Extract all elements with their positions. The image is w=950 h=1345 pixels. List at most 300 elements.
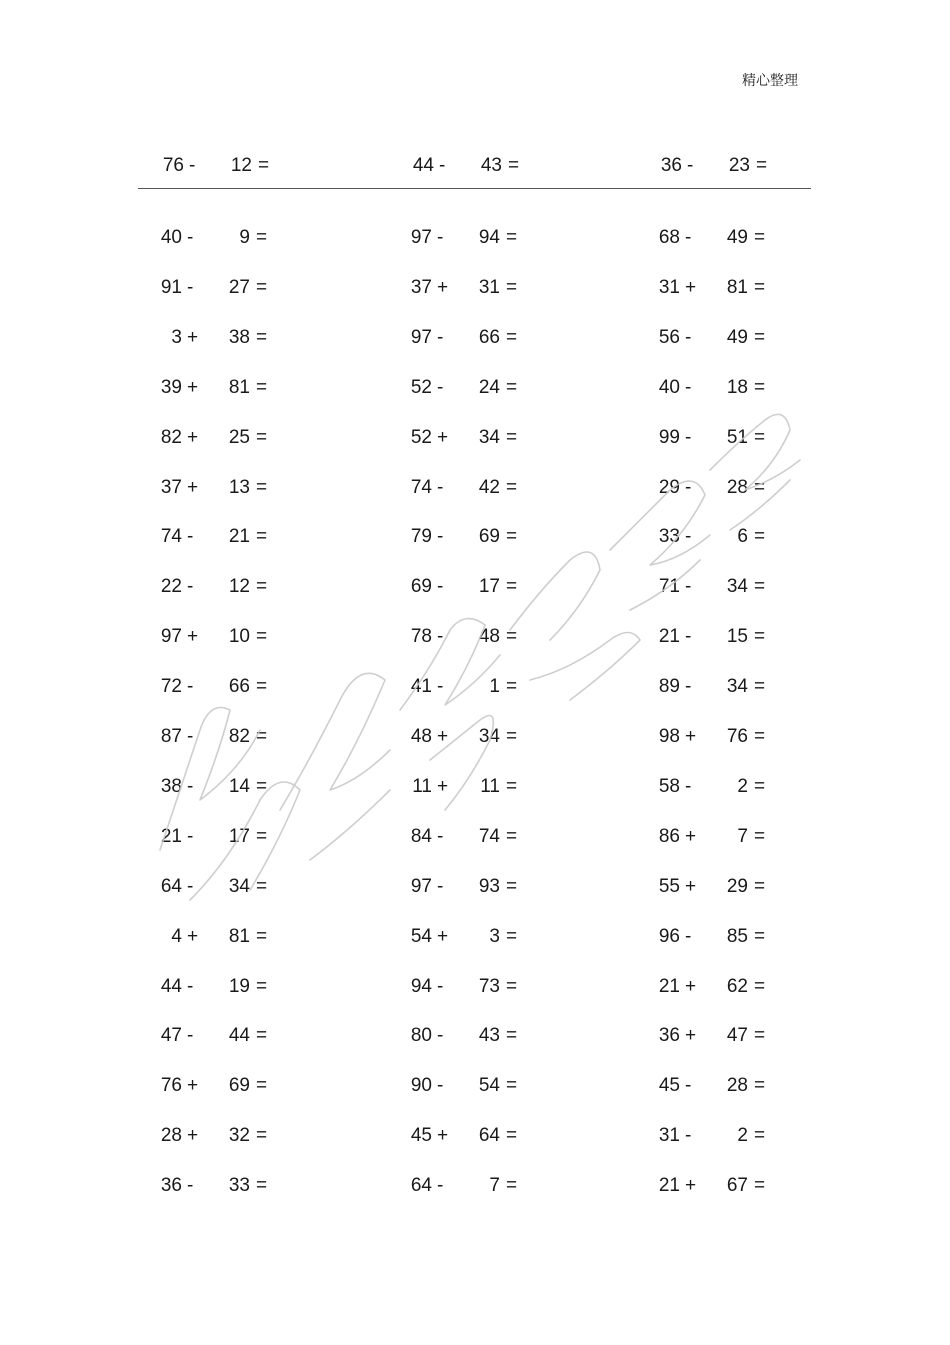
equals-sign: = — [256, 875, 268, 897]
operand-a: 79 — [410, 526, 432, 548]
equation-item — [150, 375, 280, 401]
equation-item — [648, 524, 778, 550]
operator: - — [187, 875, 194, 897]
operand-b: 28 — [726, 476, 748, 498]
equals-sign: = — [506, 875, 518, 897]
operand-b: 21 — [228, 526, 250, 548]
operand-b: 27 — [228, 276, 250, 298]
equals-sign: = — [256, 426, 268, 448]
equation-item — [648, 574, 778, 600]
equation-item — [150, 524, 280, 550]
equation-item — [150, 1023, 280, 1049]
operator: - — [187, 1175, 194, 1197]
operand-b: 51 — [726, 426, 748, 448]
operator: - — [685, 676, 692, 698]
equals-sign: = — [256, 576, 268, 598]
equation-item — [648, 325, 778, 351]
operator: - — [687, 155, 694, 176]
equation-item — [400, 1023, 530, 1049]
equation-item — [400, 824, 530, 850]
operand-a: 31 — [658, 276, 680, 298]
equation-item — [648, 874, 778, 900]
operator: - — [685, 1075, 692, 1097]
equation-item — [400, 375, 530, 401]
operand-a: 11 — [412, 775, 432, 797]
operator: - — [187, 526, 194, 548]
equals-sign: = — [754, 1125, 766, 1147]
operand-b: 34 — [478, 726, 500, 747]
operand-b: 2 — [737, 1125, 748, 1147]
operand-a: 97 — [160, 626, 182, 648]
equals-sign: = — [256, 1125, 268, 1147]
equation-item — [648, 475, 778, 501]
header-equation — [152, 153, 282, 179]
equation-item — [400, 974, 530, 1000]
equals-sign: = — [508, 155, 520, 176]
operand-a: 37 — [160, 476, 182, 498]
operand-a: 82 — [160, 426, 182, 448]
equals-sign: = — [258, 155, 270, 176]
equals-sign: = — [256, 825, 268, 847]
operand-a: 97 — [410, 326, 432, 348]
equation-item — [150, 624, 280, 650]
equals-sign: = — [754, 1025, 766, 1047]
operand-b: 24 — [478, 376, 500, 398]
equals-sign: = — [256, 676, 268, 698]
operator: - — [437, 227, 444, 248]
operator: + — [685, 276, 697, 298]
operand-a: 41 — [410, 676, 432, 698]
operand-b: 17 — [228, 825, 250, 847]
operand-b: 82 — [228, 726, 250, 747]
operand-a: 28 — [160, 1125, 182, 1147]
operator: - — [685, 1125, 692, 1147]
operand-a: 89 — [658, 676, 680, 698]
operator: - — [187, 276, 194, 298]
operand-a: 91 — [160, 276, 182, 298]
equation-item — [150, 574, 280, 600]
equals-sign: = — [754, 476, 766, 498]
equals-sign: = — [754, 1175, 766, 1197]
equals-sign: = — [754, 676, 766, 698]
operator: + — [437, 426, 449, 448]
equation-item — [400, 524, 530, 550]
header-divider — [138, 188, 811, 189]
operator: + — [437, 925, 449, 947]
operand-a: 97 — [410, 227, 432, 248]
equation-item — [400, 574, 530, 600]
equals-sign: = — [506, 526, 518, 548]
equation-item — [150, 674, 280, 700]
equation-item — [150, 1173, 280, 1199]
operand-a: 21 — [658, 626, 680, 648]
operand-a: 72 — [160, 676, 182, 698]
operator: + — [187, 626, 199, 648]
operand-a: 40 — [160, 227, 182, 248]
operand-b: 66 — [478, 326, 500, 348]
watermark-calligraphy — [130, 380, 830, 940]
operator: + — [437, 1125, 449, 1147]
equation-item — [648, 375, 778, 401]
equation-item — [648, 1123, 778, 1149]
equals-sign: = — [506, 227, 518, 248]
operator: - — [685, 426, 692, 448]
equation-item — [648, 724, 778, 750]
operator: - — [685, 626, 692, 648]
operator: - — [437, 1075, 444, 1097]
equation-item — [648, 824, 778, 850]
operand-a: 21 — [160, 825, 182, 847]
equals-sign: = — [256, 276, 268, 298]
operator: - — [437, 576, 444, 598]
equation-item — [150, 425, 280, 451]
operand-a: 44 — [160, 975, 182, 997]
operand-a: 68 — [658, 227, 680, 248]
operand-b: 32 — [228, 1125, 250, 1147]
operand-b: 18 — [726, 376, 748, 398]
operand-a: 87 — [160, 726, 182, 747]
equals-sign: = — [256, 227, 268, 248]
operator: - — [437, 1175, 444, 1197]
equation-item — [150, 275, 280, 301]
equals-sign: = — [506, 476, 518, 498]
operand-a: 47 — [160, 1025, 182, 1047]
equation-item — [150, 225, 280, 251]
operator: - — [437, 626, 444, 648]
equation-item — [150, 824, 280, 850]
operand-a: 37 — [410, 276, 432, 298]
operator: + — [685, 875, 697, 897]
operand-a: 94 — [410, 975, 432, 997]
equation-item — [400, 425, 530, 451]
equation-item — [400, 924, 530, 950]
equation-item — [400, 674, 530, 700]
operand-b: 1 — [489, 676, 500, 698]
operand-a: 31 — [658, 1125, 680, 1147]
operand-a: 76 — [162, 155, 184, 176]
equals-sign: = — [754, 426, 766, 448]
equals-sign: = — [256, 1025, 268, 1047]
operand-a: 38 — [160, 775, 182, 797]
operator: - — [187, 227, 194, 248]
operator: - — [437, 1025, 444, 1047]
operand-b: 12 — [230, 155, 252, 176]
equals-sign: = — [754, 576, 766, 598]
operator: - — [187, 825, 194, 847]
equation-item — [400, 475, 530, 501]
equation-item — [150, 724, 280, 750]
equals-sign: = — [754, 875, 766, 897]
equation-item — [400, 874, 530, 900]
equals-sign: = — [754, 626, 766, 648]
equation-item — [150, 774, 280, 800]
operand-b: 34 — [726, 576, 748, 598]
equals-sign: = — [754, 376, 766, 398]
equals-sign: = — [754, 775, 766, 797]
operand-a: 21 — [658, 1175, 680, 1197]
operator: + — [685, 1175, 697, 1197]
operand-b: 34 — [228, 875, 250, 897]
equals-sign: = — [506, 626, 518, 648]
operand-b: 7 — [489, 1175, 500, 1197]
equals-sign: = — [256, 1075, 268, 1097]
operand-b: 10 — [228, 626, 250, 648]
equals-sign: = — [754, 925, 766, 947]
operand-a: 45 — [410, 1125, 432, 1147]
equals-sign: = — [506, 426, 518, 448]
operand-b: 15 — [726, 626, 748, 648]
equation-item — [400, 325, 530, 351]
operand-b: 29 — [726, 875, 748, 897]
operand-b: 47 — [726, 1025, 748, 1047]
equals-sign: = — [754, 825, 766, 847]
operand-a: 98 — [658, 726, 680, 747]
equals-sign: = — [256, 975, 268, 997]
operator: - — [437, 326, 444, 348]
operand-a: 48 — [410, 726, 432, 747]
equals-sign: = — [754, 526, 766, 548]
operand-b: 81 — [228, 925, 250, 947]
operand-b: 69 — [478, 526, 500, 548]
equals-sign: = — [506, 326, 518, 348]
equals-sign: = — [754, 726, 766, 747]
equation-item — [400, 1173, 530, 1199]
operand-a: 78 — [410, 626, 432, 648]
operand-b: 25 — [228, 426, 250, 448]
equation-item — [150, 974, 280, 1000]
equation-item — [648, 1173, 778, 1199]
equation-item — [150, 1123, 280, 1149]
operand-a: 97 — [410, 875, 432, 897]
header-equation — [650, 153, 780, 179]
operator: + — [685, 726, 697, 747]
equals-sign: = — [256, 925, 268, 947]
equals-sign: = — [256, 526, 268, 548]
operand-b: 81 — [228, 376, 250, 398]
operand-b: 12 — [228, 576, 250, 598]
equation-item — [150, 924, 280, 950]
equation-item — [150, 325, 280, 351]
operator: + — [187, 326, 199, 348]
equation-item — [400, 275, 530, 301]
equals-sign: = — [506, 376, 518, 398]
operand-b: 73 — [478, 975, 500, 997]
operator: - — [685, 326, 692, 348]
equals-sign: = — [506, 925, 518, 947]
operator: - — [685, 227, 692, 248]
operand-a: 54 — [410, 925, 432, 947]
operand-b: 76 — [726, 726, 748, 747]
operand-b: 17 — [478, 576, 500, 598]
operand-b: 7 — [737, 825, 748, 847]
equation-item — [648, 624, 778, 650]
operator: - — [685, 576, 692, 598]
operand-b: 31 — [478, 276, 500, 298]
operand-b: 34 — [478, 426, 500, 448]
equation-item — [150, 1073, 280, 1099]
operator: - — [187, 1025, 194, 1047]
equals-sign: = — [506, 276, 518, 298]
operator: - — [685, 775, 692, 797]
operand-b: 3 — [489, 925, 500, 947]
operand-a: 39 — [160, 376, 182, 398]
operator: - — [437, 526, 444, 548]
operand-a: 58 — [658, 775, 680, 797]
operator: - — [187, 775, 194, 797]
operand-b: 43 — [478, 1025, 500, 1047]
operand-b: 49 — [726, 326, 748, 348]
equals-sign: = — [506, 1025, 518, 1047]
operator: + — [187, 1075, 199, 1097]
operand-b: 34 — [726, 676, 748, 698]
operator: - — [439, 155, 446, 176]
operand-b: 93 — [478, 875, 500, 897]
operator: + — [685, 975, 697, 997]
operand-a: 80 — [410, 1025, 432, 1047]
operator: - — [187, 975, 194, 997]
operator: - — [685, 925, 692, 947]
operand-b: 44 — [228, 1025, 250, 1047]
equals-sign: = — [506, 1175, 518, 1197]
operator: + — [187, 1125, 199, 1147]
equals-sign: = — [506, 676, 518, 698]
operand-a: 36 — [160, 1175, 182, 1197]
operand-b: 66 — [228, 676, 250, 698]
operand-a: 29 — [658, 476, 680, 498]
operand-b: 62 — [726, 975, 748, 997]
equals-sign: = — [256, 775, 268, 797]
operator: + — [685, 825, 697, 847]
operand-a: 22 — [160, 576, 182, 598]
equals-sign: = — [506, 576, 518, 598]
operand-a: 21 — [658, 975, 680, 997]
operand-a: 64 — [410, 1175, 432, 1197]
equation-item — [648, 924, 778, 950]
operand-b: 54 — [478, 1075, 500, 1097]
operand-a: 71 — [658, 576, 680, 598]
operator: - — [685, 526, 692, 548]
equals-sign: = — [506, 825, 518, 847]
operand-a: 56 — [658, 326, 680, 348]
operator: - — [437, 376, 444, 398]
equation-item — [648, 774, 778, 800]
operand-a: 96 — [658, 925, 680, 947]
operator: + — [437, 775, 449, 797]
operand-a: 33 — [658, 526, 680, 548]
operand-a: 44 — [412, 155, 434, 176]
operand-b: 23 — [728, 155, 750, 176]
operand-a: 74 — [160, 526, 182, 548]
equation-item — [648, 674, 778, 700]
equation-item — [150, 475, 280, 501]
equals-sign: = — [754, 1075, 766, 1097]
operand-b: 43 — [480, 155, 502, 176]
equals-sign: = — [256, 376, 268, 398]
operand-b: 85 — [726, 925, 748, 947]
operand-b: 9 — [239, 227, 250, 248]
header-equation — [402, 153, 532, 179]
operand-a: 52 — [410, 426, 432, 448]
operand-b: 49 — [726, 227, 748, 248]
equation-item — [648, 974, 778, 1000]
operator: - — [437, 825, 444, 847]
operator: + — [685, 1025, 697, 1047]
operator: - — [187, 676, 194, 698]
operand-b: 94 — [478, 227, 500, 248]
operand-b: 69 — [228, 1075, 250, 1097]
operand-a: 36 — [660, 155, 682, 176]
header-note: 精心整理 — [742, 73, 798, 89]
equals-sign: = — [754, 276, 766, 298]
operand-b: 2 — [737, 775, 748, 797]
operand-a: 4 — [171, 925, 182, 947]
operand-a: 3 — [171, 326, 182, 348]
operator: - — [437, 676, 444, 698]
equals-sign: = — [506, 726, 518, 747]
equals-sign: = — [754, 227, 766, 248]
equation-item — [400, 724, 530, 750]
operator: - — [685, 376, 692, 398]
operand-b: 38 — [228, 326, 250, 348]
operand-b: 74 — [478, 825, 500, 847]
operator: + — [187, 925, 199, 947]
operator: - — [437, 875, 444, 897]
operator: + — [187, 376, 199, 398]
operand-a: 90 — [410, 1075, 432, 1097]
operand-b: 19 — [228, 975, 250, 997]
operand-b: 48 — [478, 626, 500, 648]
operand-a: 84 — [410, 825, 432, 847]
equals-sign: = — [256, 626, 268, 648]
equation-item — [400, 774, 530, 800]
operand-a: 36 — [658, 1025, 680, 1047]
operand-b: 81 — [726, 276, 748, 298]
equation-item — [648, 275, 778, 301]
operand-b: 11 — [480, 775, 500, 797]
equation-item — [400, 1073, 530, 1099]
equation-item — [400, 624, 530, 650]
operand-b: 64 — [478, 1125, 500, 1147]
operand-b: 28 — [726, 1075, 748, 1097]
equation-item — [648, 1023, 778, 1049]
equation-item — [648, 425, 778, 451]
equation-item — [400, 1123, 530, 1149]
operand-a: 55 — [658, 875, 680, 897]
equals-sign: = — [506, 1125, 518, 1147]
equation-item — [400, 225, 530, 251]
operator: - — [685, 476, 692, 498]
equals-sign: = — [754, 975, 766, 997]
operator: - — [187, 576, 194, 598]
equals-sign: = — [506, 1075, 518, 1097]
operand-a: 64 — [160, 875, 182, 897]
operator: + — [187, 426, 199, 448]
operand-a: 86 — [658, 825, 680, 847]
equation-item — [648, 1073, 778, 1099]
operand-b: 33 — [228, 1175, 250, 1197]
operand-a: 52 — [410, 376, 432, 398]
operator: - — [437, 476, 444, 498]
operator: - — [437, 975, 444, 997]
operand-b: 42 — [478, 476, 500, 498]
equation-item — [648, 225, 778, 251]
equals-sign: = — [506, 975, 518, 997]
operator: - — [187, 726, 194, 747]
operator: - — [189, 155, 196, 176]
operand-b: 67 — [726, 1175, 748, 1197]
equals-sign: = — [506, 775, 518, 797]
equals-sign: = — [256, 1175, 268, 1197]
